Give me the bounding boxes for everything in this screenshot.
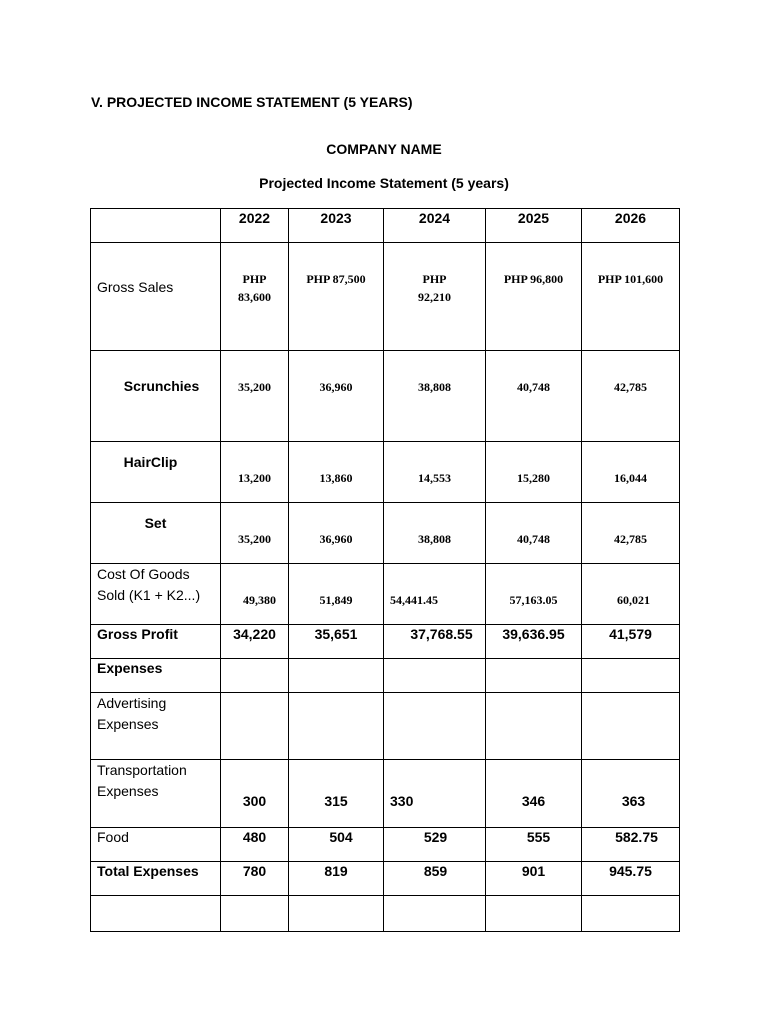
empty-cell xyxy=(486,896,582,932)
statement-title: Projected Income Statement (5 years) xyxy=(259,175,509,191)
cell-value: 36,960 xyxy=(319,380,353,394)
cell-value: 819 xyxy=(324,863,348,879)
cell-value: 42,785 xyxy=(614,532,647,546)
value-cell xyxy=(221,351,289,442)
year-header: 2026 xyxy=(582,209,680,243)
value-cell xyxy=(384,828,486,862)
cell-value: 529 xyxy=(423,829,448,845)
value-cell xyxy=(486,503,582,564)
cell-value: PHP 96,800 xyxy=(503,272,564,286)
row-label: Gross Sales xyxy=(97,279,174,295)
value-cell xyxy=(289,828,384,862)
value-cell xyxy=(582,351,680,442)
row-label: Advertising Expenses xyxy=(97,695,167,732)
value-cell xyxy=(486,351,582,442)
row-label-cell xyxy=(91,659,221,693)
value-cell xyxy=(221,564,289,625)
row-label: HairClip xyxy=(123,454,178,470)
empty-cell xyxy=(221,896,289,932)
empty-cell xyxy=(289,896,384,932)
table-row-scrunchies xyxy=(91,351,680,442)
cell-value: 41,579 xyxy=(609,626,652,642)
row-label-cell xyxy=(91,828,221,862)
value-cell xyxy=(289,693,384,760)
row-label: Transportation Expenses xyxy=(97,762,187,799)
table-row-hairclip xyxy=(91,442,680,503)
value-cell xyxy=(221,625,289,659)
cell-value: PHP 101,600 xyxy=(597,272,664,286)
row-label-cell xyxy=(91,243,221,351)
table-row-transportation xyxy=(91,760,680,828)
row-label: Expenses xyxy=(97,660,163,676)
cell-value: PHP 83,600 xyxy=(238,272,271,304)
cell-value: 40,748 xyxy=(517,532,550,546)
row-label: Cost Of Goods Sold (K1 + K2...) xyxy=(97,566,201,603)
value-cell xyxy=(289,442,384,503)
row-label-cell xyxy=(91,351,221,442)
row-label-cell xyxy=(91,442,221,503)
value-cell xyxy=(221,862,289,896)
value-cell xyxy=(221,828,289,862)
header-empty-cell xyxy=(91,209,221,243)
cell-value: 480 xyxy=(242,829,267,845)
cell-value: 54,441.45 xyxy=(390,593,438,607)
section-title: V. PROJECTED INCOME STATEMENT (5 YEARS) xyxy=(91,94,413,110)
value-cell xyxy=(289,659,384,693)
row-label-cell xyxy=(91,760,221,828)
value-cell xyxy=(384,659,486,693)
cell-value: 300 xyxy=(242,793,267,809)
cell-value: 38,808 xyxy=(418,380,451,394)
value-cell xyxy=(221,503,289,564)
cell-value: 51,849 xyxy=(319,593,353,607)
company-name: COMPANY NAME xyxy=(326,141,442,157)
value-cell xyxy=(289,564,384,625)
value-cell xyxy=(582,828,680,862)
table-header-row xyxy=(91,209,680,243)
value-cell xyxy=(486,442,582,503)
cell-value: 16,044 xyxy=(614,471,647,485)
value-cell xyxy=(289,351,384,442)
value-cell xyxy=(384,760,486,828)
table-row-advertising xyxy=(91,693,680,760)
cell-value: 315 xyxy=(324,793,348,809)
cell-value: 859 xyxy=(423,863,448,879)
cell-value: 13,200 xyxy=(238,471,271,485)
value-cell xyxy=(384,442,486,503)
value-cell xyxy=(582,625,680,659)
table-row-set xyxy=(91,503,680,564)
cell-value: 901 xyxy=(521,863,546,879)
cell-value: 945.75 xyxy=(609,863,652,879)
cell-value: 330 xyxy=(390,793,414,809)
table-row-cogs xyxy=(91,564,680,625)
value-cell xyxy=(486,625,582,659)
cell-value: 40,748 xyxy=(517,380,550,394)
value-cell xyxy=(582,243,680,351)
value-cell xyxy=(221,760,289,828)
cell-value: 780 xyxy=(242,863,267,879)
row-label-cell xyxy=(91,564,221,625)
value-cell xyxy=(486,828,582,862)
value-cell xyxy=(486,693,582,760)
value-cell xyxy=(582,693,680,760)
cell-value: 555 xyxy=(526,829,551,845)
cell-value: 37,768.55 xyxy=(410,626,473,642)
value-cell xyxy=(582,760,680,828)
cell-value: 34,220 xyxy=(233,626,276,642)
value-cell xyxy=(384,693,486,760)
cell-value: 60,021 xyxy=(617,593,650,607)
value-cell xyxy=(289,862,384,896)
value-cell xyxy=(582,659,680,693)
row-label: Gross Profit xyxy=(97,626,178,642)
value-cell xyxy=(384,862,486,896)
value-cell xyxy=(384,564,486,625)
value-cell xyxy=(486,760,582,828)
row-label-cell xyxy=(91,503,221,564)
value-cell xyxy=(486,862,582,896)
value-cell xyxy=(289,625,384,659)
cell-value: 38,808 xyxy=(418,532,451,546)
value-cell xyxy=(486,243,582,351)
table-row-empty xyxy=(91,896,680,932)
table-row-total-expenses xyxy=(91,862,680,896)
row-label-cell xyxy=(91,862,221,896)
value-cell xyxy=(582,503,680,564)
cell-value: 363 xyxy=(621,793,646,809)
value-cell xyxy=(384,351,486,442)
row-label: Food xyxy=(97,829,129,845)
row-label: Total Expenses xyxy=(97,863,199,879)
year-header: 2022 xyxy=(221,209,289,243)
table-row-gross-profit xyxy=(91,625,680,659)
table-row-gross-sales xyxy=(91,243,680,351)
cell-value: 39,636.95 xyxy=(502,626,565,642)
cell-value: 582.75 xyxy=(615,829,658,845)
cell-value: 35,200 xyxy=(238,380,271,394)
cell-value: 346 xyxy=(521,793,546,809)
value-cell xyxy=(486,564,582,625)
income-statement-table xyxy=(90,208,680,932)
value-cell xyxy=(582,442,680,503)
cell-value: 35,200 xyxy=(238,532,271,546)
cell-value: PHP 92,210 xyxy=(418,272,451,304)
value-cell xyxy=(582,862,680,896)
cell-value: 42,785 xyxy=(614,380,647,394)
value-cell xyxy=(221,693,289,760)
value-cell xyxy=(289,503,384,564)
year-header: 2023 xyxy=(289,209,384,243)
value-cell xyxy=(582,564,680,625)
empty-cell xyxy=(384,896,486,932)
empty-cell xyxy=(91,896,221,932)
cell-value: 14,553 xyxy=(418,471,451,485)
cell-value: 36,960 xyxy=(319,532,353,546)
cell-value: PHP 87,500 xyxy=(306,272,366,286)
row-label: Scrunchies xyxy=(123,378,200,394)
cell-value: 13,860 xyxy=(319,471,353,485)
year-header: 2025 xyxy=(486,209,582,243)
cell-value: 35,651 xyxy=(314,626,358,642)
value-cell xyxy=(289,760,384,828)
table-row-food xyxy=(91,828,680,862)
value-cell xyxy=(384,243,486,351)
empty-cell xyxy=(582,896,680,932)
cell-value: 504 xyxy=(329,829,353,845)
value-cell xyxy=(221,243,289,351)
row-label-cell xyxy=(91,625,221,659)
year-header: 2024 xyxy=(384,209,486,243)
cell-value: 49,380 xyxy=(243,593,276,607)
value-cell xyxy=(486,659,582,693)
table-row-expenses xyxy=(91,659,680,693)
value-cell xyxy=(289,243,384,351)
value-cell xyxy=(221,659,289,693)
value-cell xyxy=(384,625,486,659)
row-label: Set xyxy=(144,515,167,531)
value-cell xyxy=(384,503,486,564)
cell-value: 57,163.05 xyxy=(509,593,558,607)
value-cell xyxy=(221,442,289,503)
cell-value: 15,280 xyxy=(517,471,550,485)
row-label-cell xyxy=(91,693,221,760)
